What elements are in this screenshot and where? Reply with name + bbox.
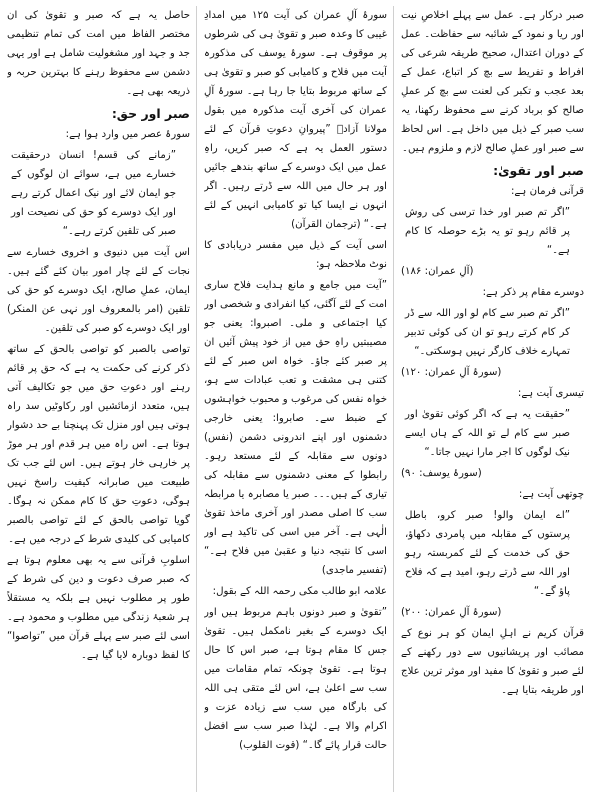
verse-reference: (سورۂ یوسف: ۹۰) — [401, 468, 482, 479]
verse-reference: (آلِ عمران: ۱۸۶) — [401, 266, 474, 277]
quran-quote: ”زمانے کی قسم! انسان درحقیقت خسارے میں ہے، سوائے ان لوگوں کے جو ایمان لائے اور نیک اعمال کرتے رہے اور ایک دوسرے کو حق کی نصیحت اور صبر کی تلقین کرتے رہے۔“ — [11, 150, 176, 237]
paragraph: سورۂ عصر میں وارد ہوا ہے: — [65, 129, 190, 140]
paragraph: صبر درکار ہے۔ عمل سے پہلے اخلاصِ نیت اور ریا و نمود کے شائبہ سے حفاظت۔ عمل کے دوران اعتدال، صحیح طریقہ شرعی کی افراط و تفریط سے بچ کر اتباع، عمل کے بعد عجب و تکبر کی لعنت سے بچ کر عملِ صالح کو برباد کرنے سے محفوظ رکھنا، یہ سب صبر کے ذیل میں داخل ہے۔ اس لحاظ سے صبر اور عملِ صالح لازم و ملزوم ہیں۔ — [401, 10, 584, 154]
paragraph: چوتھی آیت ہے: — [518, 489, 584, 500]
paragraph: قرآن کریم نے اہلِ ایمان کو ہر نوع کے مصائب اور پریشانیوں سے دور رکھنے کے لئے صبر و تقویٰ کا مفید اور موثر ترین علاج اور طریقہ بتایا ہے۔ — [401, 628, 584, 696]
paragraph: تواصی بالصبر کو تواصی بالحق کے ساتھ ذکر کرنے کی حکمت یہ ہے کہ حق پر قائم رہنے اور دعوتِ حق میں جو تکالیف آتی ہیں، متعدد ازمائشیں اور رکاوٹیں سد راہ ہوتی ہیں اور منزل تک پہنچنا بے حد دشوار ہوتا ہے۔ اس راہ میں ہر قدم اور ہر موڑ پر خارہی خار ہوتے ہیں۔ اس لئے جب تک طبیعت میں صابرانہ کیفیت راسخ نہیں ہوگی، دعوتِ حق کا کام ممکن نہ ہوگا۔ گویا تواصی بالحق کے لئے تواصی بالصبر کامیابی کی کلیدی شرط کے درجہ میں ہے۔ — [7, 344, 190, 545]
paragraph: حاصل یہ ہے کہ صبر و تقویٰ کی ان مختصر الفاظ میں امت کی تمام تنظیمی جد و جہد اور مشغولیت شامل ہے اور یہی دشمن سے محفوظ رہنے کا بہترین حربہ و ذریعہ بھی ہے۔ — [7, 10, 190, 97]
column-right — [401, 6, 584, 794]
column-middle — [204, 6, 387, 794]
paragraph: سورۂ آلِ عمران کی آیت ۱۲۵ میں امدادِ غیبی کا وعدہ صبر و تقویٰ ہی کی شرطوں پر موقوف ہے۔ سورۂ یوسف کی مذکورہ آیت میں فلاح و کامیابی کو صبر و تقویٰ ہی کے ساتھ مربوط بتایا جا رہا ہے۔ سورۂ آلِ عمران کی آخری آیت مذکورہ میں بقول مولانا آزادؒ ”پیروانِ دعوتِ قرآن کے لئے دستور العمل یہ ہے کہ صبر کریں، راہِ عمل میں ایک دوسرے کے ساتھ بندھے جائیں اور ہر حال میں اللہ سے ڈرتے رہیں۔ اگر انہوں نے ایسا کیا تو کامیابی انہیں کے لئے ہے۔“ (ترجمان القرآن) — [204, 10, 387, 230]
paragraph: اسی آیت کے ذیل میں مفسر دریابادی کا نوٹ ملاحظہ ہو: — [204, 240, 387, 270]
paragraph: قرآنی فرمان ہے: — [510, 186, 584, 197]
paragraph: ”تقویٰ و صبر دونوں باہم مربوط ہیں اور ایک دوسرے کے بغیر نامکمل ہیں۔ تقویٰ جس کا مقام ہوتا ہے، صبر اس کا حال ہوتا ہے۔ تقویٰ چونکہ تمام مقامات میں سب سے اعلیٰ ہے، اس لئے متقی ہی اللہ کی بارگاہ میں سب سے زیادہ عزت و اکرام والا ہے۔ لہٰذا صبر سب سے افضل حالت قرار پائے گا۔“ (قوت القلوب) — [204, 607, 387, 751]
quran-quote: ”اگر تم صبر سے کام لو اور اللہ سے ڈر کر کام کرتے رہو تو ان کی کوئی تدبیر تمہارے خلاف کارگر نہیں ہوسکتی۔“ — [405, 308, 570, 357]
quran-quote: ”حقیقت یہ ہے کہ اگر کوئی تقویٰ اور صبر سے کام لے تو اللہ کے ہاں ایسے نیک لوگوں کا اجر مارا نہیں جاتا۔“ — [405, 409, 570, 458]
paragraph: اسلوبِ قرآنی سے یہ بھی معلوم ہوتا ہے کہ صبر صرف دعوت و دین کی شرط کے طور پر مطلوب نہیں ہے بلکہ یہ مستقلاً ہر شعبۂ زندگی میں مطلوب و محمود ہے۔ اسی لئے صبر سے پہلے قرآن میں ”تواصوا“ کا لفظ دوبارہ لایا گیا ہے۔ — [7, 555, 190, 661]
section-heading-sabr-taqwa: صبر اور تقویٰ: — [493, 163, 584, 178]
quran-quote: ”اگر تم صبر اور خدا ترسی کی روش پر قائم رہو تو یہ بڑے حوصلہ کا کام ہے۔“ — [405, 207, 570, 256]
column-divider — [393, 6, 394, 792]
quran-quote: ”اے ایمان والو! صبر کرو، باطل پرستوں کے مقابلہ میں پامردی دکھاؤ، حق کی خدمت کے لئے کمربستہ رہو اور اللہ سے ڈرتے رہو، امید ہے کہ فلاح پاؤ گے۔“ — [405, 510, 570, 597]
verse-reference: (سورۂ آلِ عمران: ۱۲۰) — [401, 367, 502, 378]
paragraph: علامہ ابو طالب مکی رحمہ اللہ کے بقول: — [212, 586, 387, 597]
column-divider — [196, 6, 197, 792]
section-heading-sabr-haq: صبر اور حق: — [111, 106, 190, 121]
paragraph: اس آیت میں دنیوی و اخروی خسارے سے نجات کے لئے چار امور بیان کئے گئے ہیں۔ ایمان، عملِ صالح، ایک دوسرے کو حق کی تلقین (امر بالمعروف اور نہی عن المنکر) اور ایک دوسرے کو صبر کی تلقین۔ — [7, 247, 190, 334]
paragraph: دوسرے مقام پر ذکر ہے: — [482, 287, 584, 298]
column-left — [7, 6, 190, 794]
paragraph: تیسری آیت ہے: — [517, 388, 584, 399]
paragraph: ”آیت میں جامع و مانع ہدایت فلاح ساری امت کے لئے آگئی، کیا انفرادی و شخصی اور کیا اجتماعی و ملی۔ اصبروا: یعنی جو مصیبتیں راہِ حق میں از خود پیش آئیں ان پر صبر کئے جاؤ۔ خواہ اس صبر کے لئے کتنی ہی مشقت و تعب عبادات سے ہو، خواہ نفس کی مرغوب و محبوب خواہشوں کے ضبط سے۔ صابروا: یعنی خارجی دشمنوں اور اپنے اندرونی دشمن (نفس) دونوں سے مقابلہ کے لئے مستعد رہو۔ رابطوا کے معنی دشمنوں سے مقابلہ کی تیاری کے ہیں۔۔۔ صبر یا مصابرہ یا مرابطہ سب کا اصلی مصدر اور آخری ماخذ تقویٰ الٰہی ہے۔ آخر میں اسی کی تاکید ہے اور اسی کا نتیجہ دنیا و عقبیٰ میں فلاح ہے۔“ (تفسیر ماجدی) — [204, 280, 387, 576]
verse-reference: (سورۂ آلِ عمران: ۲۰۰) — [401, 607, 502, 618]
